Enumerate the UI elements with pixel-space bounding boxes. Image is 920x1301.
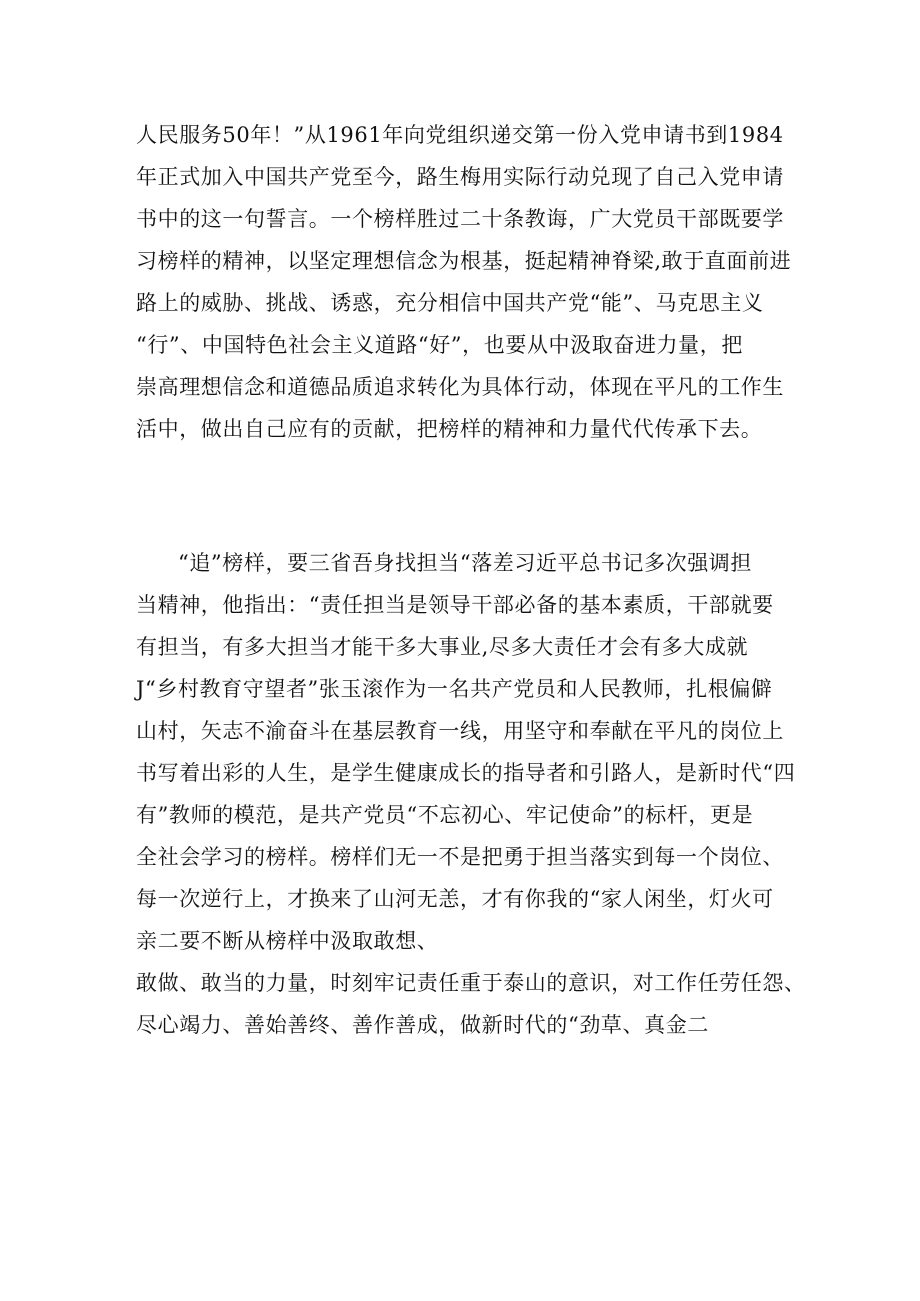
paragraph-1-line-1: 人民服务50年！”从1961年向党组织递交第一份入党申请书到1984 [136, 123, 784, 147]
paragraph-2-line-9: 每一次逆行上，才换来了山河无恙，才有你我的“家人闲坐，灯火可 [136, 887, 774, 911]
paragraph-1-line-7: 崇高理想信念和道德品质追求转化为具体行动，体现在平凡的工作生 [136, 375, 784, 399]
paragraph-2-line-3: 有担当，有多大担当才能干多大事业,尽多大责任才会有多大成就 [136, 635, 749, 659]
paragraph-1-line-8: 活中，做出自己应有的贡献，把榜样的精神和力量代代传承下去。 [136, 417, 763, 441]
paragraph-1-line-2: 年正式加入中国共产党至今，路生梅用实际行动兑现了自己入党申请 [136, 165, 784, 189]
paragraph-1-line-4: 习榜样的精神，以坚定理想信念为根基，挺起精神脊梁,敢于直面前进 [136, 249, 792, 273]
paragraph-1-line-3: 书中的这一句誓言。一个榜样胜过二十条教诲，广大党员干部既要学 [136, 207, 784, 231]
paragraph-2-line-4: J“乡村教育守望者”张玉滚作为一名共产党员和人民教师，扎根偏僻 [136, 677, 773, 701]
paragraph-2-line-6: 书写着出彩的人生，是学生健康成长的指导者和引路人，是新时代“四 [136, 761, 796, 785]
paragraph-2-line-12: 尽心竭力、善始善终、善作善成，做新时代的“劲草、真金二 [136, 1013, 709, 1037]
paragraph-2-line-7: 有”教师的模范，是共产党员“不忘初心、牢记使命”的标杆，更是 [136, 803, 754, 827]
paragraph-2-line-8: 全社会学习的榜样。榜样们无一不是把勇于担当落实到每一个岗位、 [136, 845, 784, 869]
paragraph-2-line-5: 山村，矢志不渝奋斗在基层教育一线，用坚守和奉献在平凡的岗位上 [136, 719, 784, 743]
paragraph-1-line-5: 路上的威胁、挑战、诱惑，充分相信中国共产党“能”、马克思主义 [136, 291, 764, 315]
paragraph-2-line-1: “追”榜样，要三省吾身找担当“落差习近平总书记多次强调担 [178, 551, 753, 575]
paragraph-2-line-10: 亲二要不断从榜样中汲取敢想、 [136, 929, 439, 953]
paragraph-2-line-2: 当精神，他指出：“责任担当是领导干部必备的基本素质，干部就要 [136, 593, 774, 617]
paragraph-2-line-11: 敢做、敢当的力量，时刻牢记责任重于泰山的意识，对工作任劳任怨、 [136, 971, 806, 995]
paragraph-1-line-6: “行”、中国特色社会主义道路“好”，也要从中汲取奋进力量，把 [136, 333, 743, 357]
